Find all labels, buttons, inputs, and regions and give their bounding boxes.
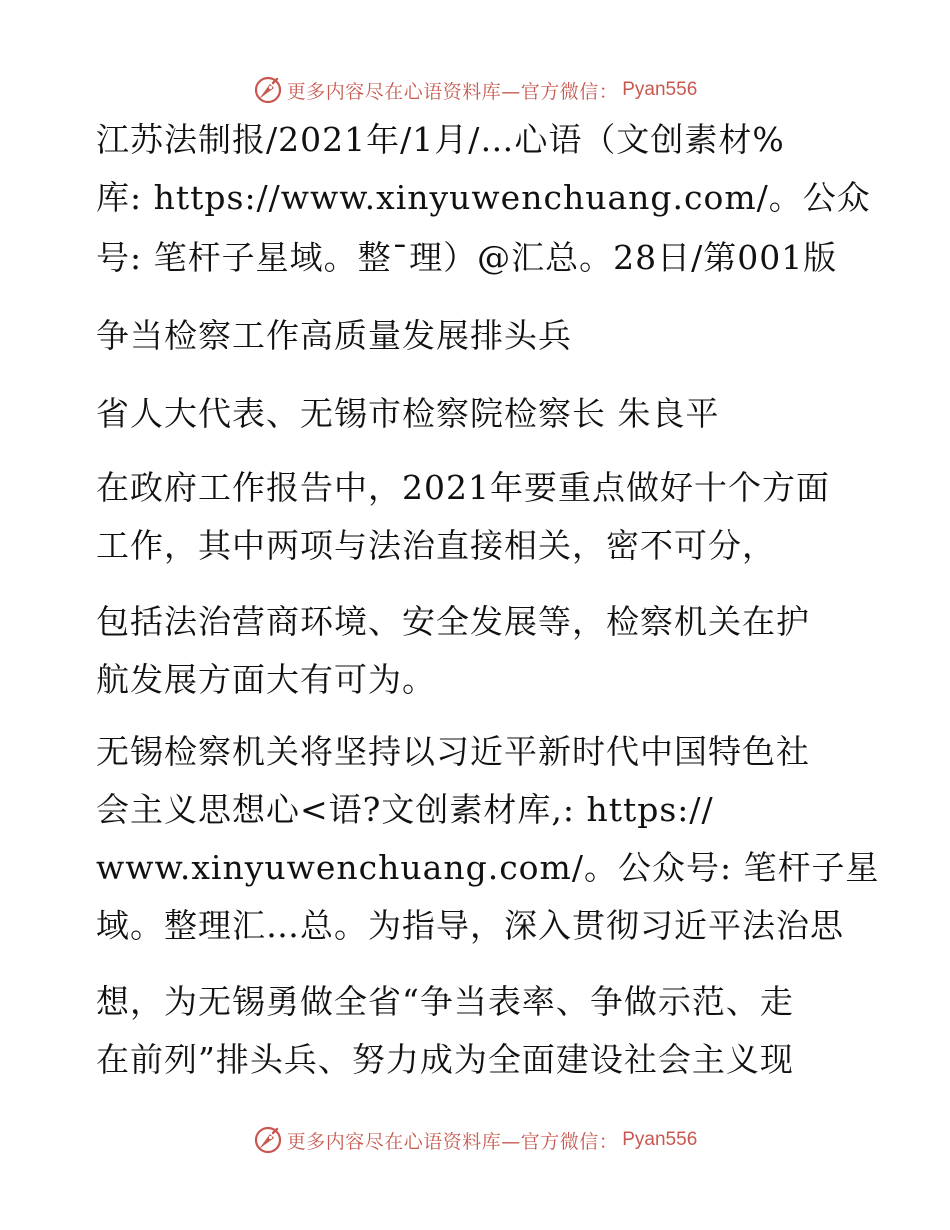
- text-line: 在前列”排头兵、努力成为全面建设社会主义现: [96, 1040, 794, 1079]
- text-line: 无锡检察机关将坚持以习近平新时代中国特色社: [96, 732, 810, 771]
- watermark-text: 更多内容尽在心语资料库—官方微信：: [286, 1130, 619, 1153]
- article-title: 争当检察工作高质量发展排头兵: [96, 316, 572, 355]
- text-line: 会主义思想心<语?文创素材库,: https://: [96, 790, 714, 829]
- text-line: 库: https://www.xinyuwenchuang.com/。公众: [96, 178, 871, 217]
- article-byline: 省人大代表、无锡市检察院检察长 朱良平: [96, 394, 720, 433]
- text-line: 想，为无锡勇做全省“争当表率、争做示范、走: [96, 982, 794, 1021]
- watermark-banner-top: [0, 72, 950, 108]
- text-line: 江苏法制报/2021年/1月/…心语（文创素材%: [96, 120, 785, 159]
- text-line: 在政府工作报告中，2021年要重点做好十个方面: [96, 468, 830, 507]
- pen-nib-logo-icon: [253, 75, 283, 105]
- text-line: 域。整理汇…总。为指导，深入贯彻习近平法治思: [96, 906, 844, 945]
- text-line: 号: 笔杆子星域。整¯理）@汇总。28日/第001版: [96, 238, 838, 277]
- watermark-banner-bottom: [0, 1122, 950, 1158]
- watermark-text: 更多内容尽在心语资料库—官方微信：: [286, 80, 619, 103]
- text-line: www.xinyuwenchuang.com/。公众号: 笔杆子星: [96, 848, 880, 887]
- text-line: 工作，其中两项与法治直接相关，密不可分，: [96, 526, 776, 565]
- watermark-wechat-id: Pyan556: [622, 79, 698, 100]
- text-line: 航发展方面大有可为。: [96, 660, 436, 699]
- text-line: 包括法治营商环境、安全发展等，检察机关在护: [96, 602, 810, 641]
- pen-nib-logo-icon: [253, 1125, 283, 1155]
- watermark-wechat-id: Pyan556: [622, 1129, 698, 1150]
